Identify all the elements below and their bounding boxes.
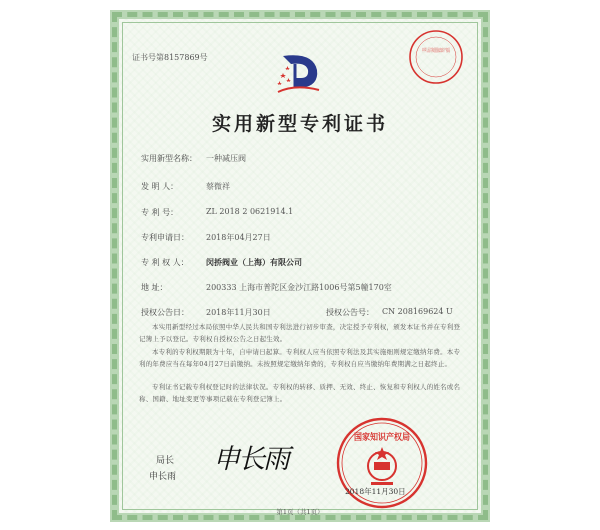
seal-date: 2018年11月30日 xyxy=(345,487,406,496)
grant-number-label: 授权公告号： xyxy=(326,308,374,317)
name-label: 实用新型名称： xyxy=(141,154,197,163)
seal-text: 国家知识产权局 xyxy=(354,433,418,443)
top-right-seal xyxy=(407,28,493,86)
patent-number-label: 专 利 号： xyxy=(141,208,179,217)
address-value: 200333 上海市普陀区金沙江路1006号第5幢170室 xyxy=(206,283,392,292)
inventor-label: 发 明 人： xyxy=(141,182,179,191)
patent-owner-label: 专 利 权 人： xyxy=(141,258,189,267)
page-footer: 第1页（共1页） xyxy=(276,508,324,516)
national-ipa-seal xyxy=(333,414,431,512)
top-seal-text: 中华人民共和国国家知识产权局 xyxy=(422,48,493,54)
director-signature: 申长雨 xyxy=(213,444,288,475)
grant-date-value: 2018年11月30日 xyxy=(206,308,271,317)
director-label: 局长 xyxy=(156,456,175,466)
certificate-number: 证书号第8157869号 xyxy=(132,53,208,62)
name-value: 一种减压阀 xyxy=(206,154,246,163)
body-paragraph: 本实用新型经过本局依照中华人民共和国专利法进行初步审查，决定授予专利权，颁发本证书并在专利登记簿上予以登记。专利权自授权公告之日起生效。 xyxy=(139,323,461,343)
certificate-title: 实用新型专利证书 xyxy=(211,113,388,135)
body-paragraph: 本专利的专利权期限为十年，自申请日起算。专利权人应当依照专利法及其实施细则规定缴纳年费。本专利的年费应当在每年04月27日前缴纳。未按照规定缴纳年费的，专利权自应当缴纳年费期满之日起终止。 xyxy=(139,348,461,368)
application-date-label: 专利申请日： xyxy=(141,233,189,242)
patent-owner-value: 闵挢阀业（上海）有限公司 xyxy=(206,257,302,267)
patent-office-logo xyxy=(275,48,325,94)
address-label: 地 址： xyxy=(141,283,168,292)
patent-number-value: ZL 2018 2 0621914.1 xyxy=(206,207,294,216)
grant-date-label: 授权公告日： xyxy=(141,308,189,317)
application-date-value: 2018年04月27日 xyxy=(206,233,271,242)
patent-certificate xyxy=(110,10,493,522)
director-name-label: 申长雨 xyxy=(149,472,177,482)
inventor-value: 蔡微祥 xyxy=(206,182,230,191)
body-paragraph: 专利证书记载专利权登记时的法律状况。专利权的转移、质押、无效、终止、恢复和专利权人的姓名或名称、国籍、地址变更等事项记载在专利登记簿上。 xyxy=(139,383,461,403)
grant-number-value: CN 208169624 U xyxy=(382,307,453,316)
